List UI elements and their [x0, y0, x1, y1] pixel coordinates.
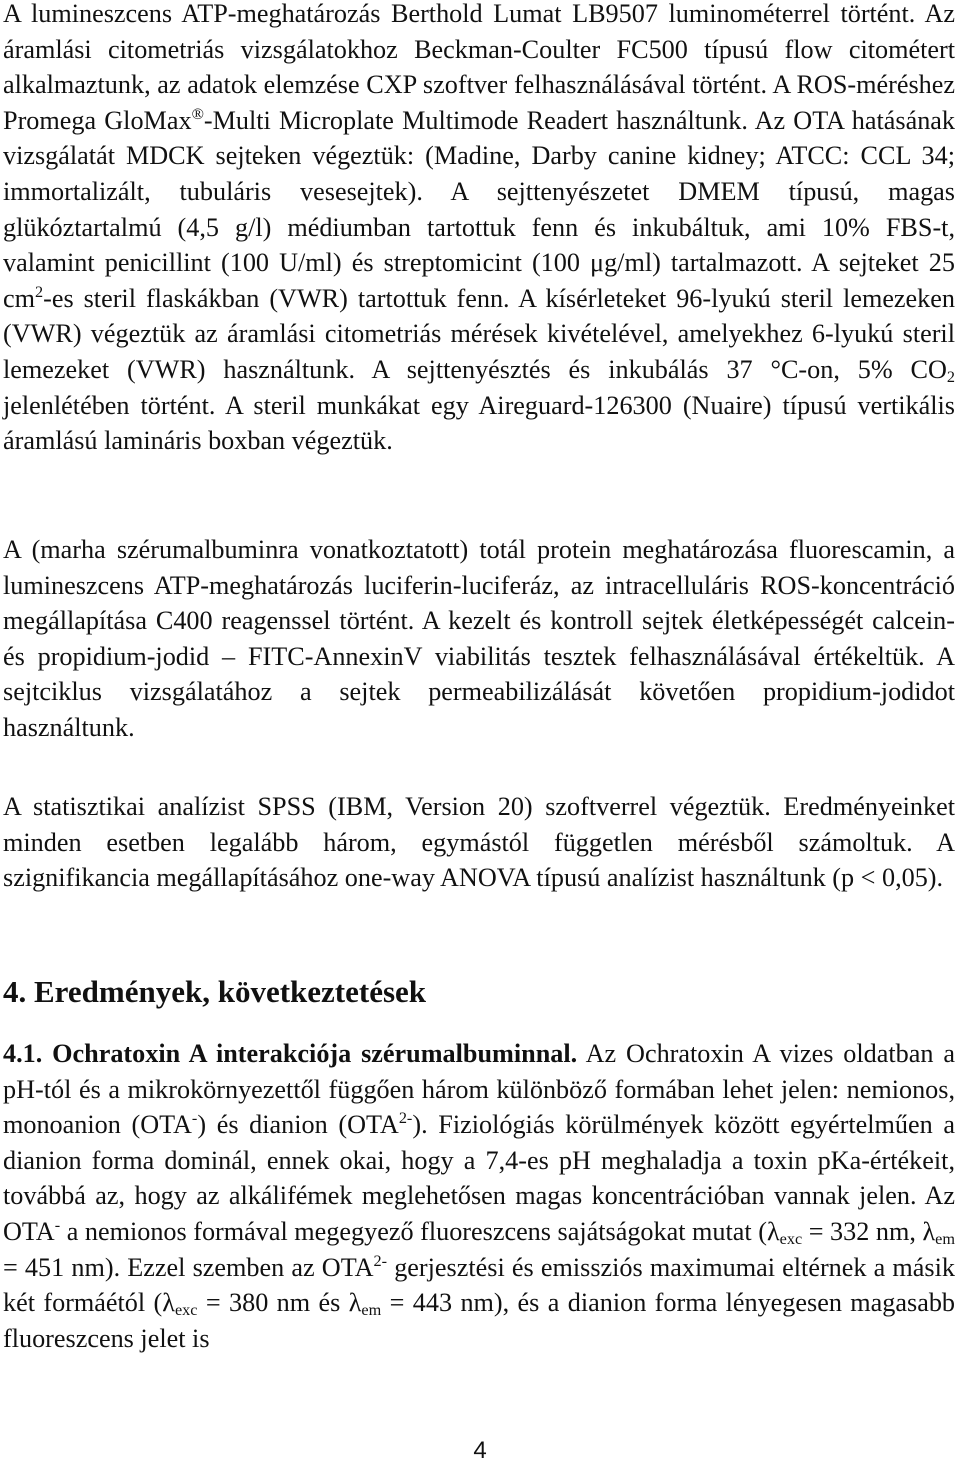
subscript: em [361, 1301, 382, 1320]
superscript: 2 [35, 283, 44, 302]
section-heading: 4. Eredmények, következtetések [3, 974, 427, 1009]
paragraph-methods-assays: A (marha szérumalbuminra vonatkoztatott) totál protein meghatározása fluorescamin, a lumineszcens ATP-meghatározás luciferin-luciferáz, az intracelluláris ROS-koncentráció megállapítása C400 reagenssel történt. A kezelt és kontroll sejtek életképességét calcein- és propidium-jodid – FITC-AnnexinV viabilitás tesztek felhasználásával értékeltük. A sejtciklus vizsgálatához a sejtek permeabilizálását követően propidium-jodidot használtunk. [3, 535, 955, 742]
text-span: = 451 nm). Ezzel szemben az OTA [3, 1252, 374, 1282]
registered-mark: ® [191, 105, 204, 124]
paragraph-methods-instruments [3, 0, 955, 459]
text-span: = 443 nm), és a dianion forma lényegesen magasabb fluoreszcens jelet is [3, 1288, 956, 1353]
page-number: 4 [473, 1437, 487, 1464]
text-span: A lumineszcens ATP-meghatározás Berthold Lumat LB9507 luminométerrel történt. Az áramlási citometriás vizsgálatokhoz Beckman-Coulter FC500 típusú flow citométert alkalmaztunk, az adatok elemzése CXP szoftver felhasználásával történt. A ROS-méréshez Promega GloMax [3, 0, 955, 135]
text-span: -Multi Microplate Multimode Readert használtunk. Az OTA hatásának vizsgálatát MDCK sejteken végeztük: (Madine, Darby canine kidney; ATCC: CCL 34; immortalizált, tubuláris vesesejtek). A sejttenyészetet DMEM típusú, magas glükóztartalmú (4,5 g/l) médiumban tartottuk fenn és inkubáltuk, ami 10% FBS-t, valamint penicillint (100 U/ml) és streptomicint (100 μg/ml) tartalmazott. A sejteket 25 cm [3, 105, 956, 313]
text-span: ) és dianion (OTA [197, 1110, 399, 1140]
superscript: - [191, 1109, 198, 1128]
subsection-title: 4.1. Ochratoxin A interakciója szérumalbuminnal. [3, 1039, 578, 1068]
subscript: em [935, 1230, 955, 1249]
text-span: -es steril flaskákban (VWR) tartottuk fenn. A kísérleteket 96-lyukú steril lemezeken (VWR) végeztük az áramlási citometriás mérések kivételével, amelyekhez 6-lyukú steril lemezeket (VWR) használtunk. A sejttenyésztés és inkubálás 37 °C-on, 5% CO [3, 283, 955, 384]
subscript: exc [779, 1230, 803, 1249]
text-span: a nemionos formával megegyező fluoreszcens sajátságokat mutat (λ [60, 1216, 780, 1246]
paragraph-statistics: A statisztikai analízist SPSS (IBM, Version 20) szoftverrel végeztük. Eredményeinket minden esetben legalább három, egymástól független mérésből számoltuk. A szignifikancia megállapításához one-way ANOVA típusú analízist használtunk (p < 0,05). [3, 792, 955, 893]
text-span: = 332 nm, λ [802, 1216, 936, 1246]
text-span: Az Ochratoxin A vizes oldatban a pH-tól és a mikrokörnyezettől függően három különböző formában lehet jelen: nemionos, monoanion (OTA [3, 1039, 955, 1140]
text-span: jelenlétében történt. A steril munkákat egy Aireguard-126300 (Nuaire) típusú vertikális áramlású lamináris boxban végeztük. [3, 390, 955, 456]
text-span: gerjesztési és emissziós maximumai eltérnek a másik két formáétól (λ [3, 1252, 955, 1318]
paragraph-results-4-1 [3, 1036, 955, 1356]
superscript: - [54, 1216, 61, 1235]
text-span: = 380 nm és λ [197, 1288, 362, 1318]
superscript: 2- [398, 1109, 413, 1128]
text-span: ). Fiziológiás körülmények között egyértelműen a dianion forma dominál, ennek okai, hogy a 7,4-es pH meghaladja a toxin pKa-értékeit, továbbá az, hogy az alkálifémek meglehetősen magas koncentrációban vannak jelen. Az OTA [3, 1110, 955, 1246]
subscript: exc [174, 1301, 198, 1320]
subscript: 2 [946, 367, 955, 386]
superscript: 2- [373, 1251, 388, 1270]
